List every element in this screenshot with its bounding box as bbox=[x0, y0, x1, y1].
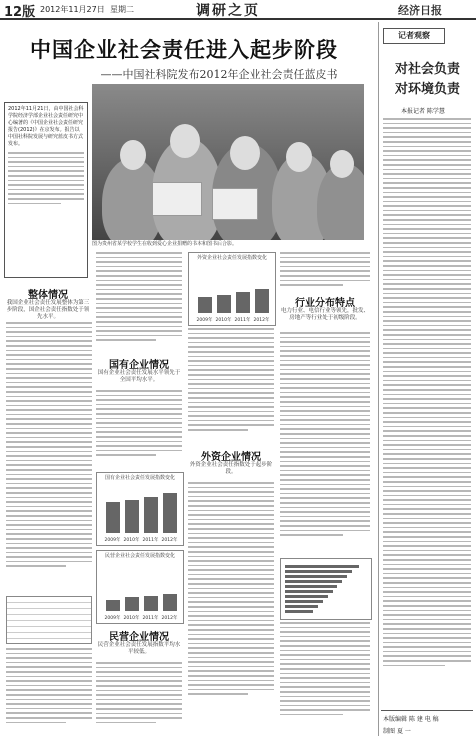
section-title-industry: 行业分布特点 bbox=[295, 298, 355, 309]
body-column-1 bbox=[6, 322, 92, 592]
chart-bar bbox=[144, 497, 158, 533]
newspaper-logo: 经济日报 bbox=[398, 4, 442, 17]
chart-private-index bbox=[96, 550, 184, 624]
chart-x-label: 2011年 bbox=[142, 538, 159, 543]
chart-x-label: 2012年 bbox=[253, 318, 270, 323]
schoolchildren-photo bbox=[92, 84, 364, 240]
chart-x-label: 2011年 bbox=[142, 616, 159, 621]
chart-bar bbox=[163, 493, 177, 533]
editor-label: 本版编辑 bbox=[383, 716, 408, 723]
section-lead-soe: 国有企业社会责任发展水平领先于全国平均水平。 bbox=[97, 370, 181, 383]
body-column-1b bbox=[6, 648, 92, 734]
section-title-overall: 整体情况 bbox=[28, 290, 68, 301]
chart-x-label: 2011年 bbox=[234, 318, 251, 323]
body-column-3b bbox=[188, 482, 274, 734]
intro-text: 2012年11月21日，由中国社会科学院经济学部企业社会责任研究中心编著的《中国企业社会责任研究报告(2012)》在京发布。报告以中国社科院发展与研究蓝皮书方式发布。 bbox=[8, 106, 84, 147]
chart-bar bbox=[236, 292, 250, 313]
chart-bar bbox=[125, 500, 139, 533]
chart-bar bbox=[125, 597, 139, 611]
chart-x-label: 2010年 bbox=[123, 616, 140, 621]
section-lead-industry: 电力行业、电信行业等领先，批发、房地产等行业处于初级阶段。 bbox=[280, 308, 369, 321]
chart-bar bbox=[106, 600, 120, 612]
section-lead-foreign: 外资企业社会责任指数处于起步阶段。 bbox=[189, 462, 273, 475]
column-byline: 本报记者 陈学慧 bbox=[401, 108, 445, 115]
chart-x-label: 2009年 bbox=[196, 318, 213, 323]
chart-bar bbox=[217, 295, 231, 313]
chart-x-label: 2012年 bbox=[161, 616, 178, 621]
body-column-3 bbox=[188, 328, 274, 444]
chart-soe-title: 国有企业社会责任发展指数变化 bbox=[104, 475, 175, 481]
section-lead-overall: 我国企业社会责任发展整体为第三步阶段，国企社会责任指数处于领先水平。 bbox=[6, 300, 90, 320]
reporter-observation-column bbox=[378, 22, 475, 736]
chart-bar bbox=[198, 297, 212, 313]
section-lead-private: 民营企业社会责任发展指数平均水平较低。 bbox=[97, 642, 181, 655]
body-column-4c bbox=[280, 622, 370, 734]
section-title-foreign: 外资企业情况 bbox=[201, 452, 261, 463]
section-title-private: 民营企业情况 bbox=[109, 632, 169, 643]
chart-bar bbox=[144, 596, 158, 611]
page-number: 12版 bbox=[4, 5, 36, 20]
body-column-4b bbox=[280, 332, 370, 554]
chart-soe-bars bbox=[103, 487, 179, 543]
editor-credit bbox=[383, 714, 439, 723]
body-column-2c bbox=[96, 662, 182, 734]
chart-private-bars bbox=[103, 565, 179, 621]
graphics-name: 夏 一 bbox=[396, 728, 411, 735]
page-header bbox=[0, 0, 476, 20]
article-subheadline: ——中国社科院发布2012年企业社会责任蓝皮书 bbox=[100, 68, 338, 81]
body-column-2 bbox=[96, 252, 182, 352]
summary-table bbox=[6, 596, 92, 644]
chart-x-label: 2012年 bbox=[161, 538, 178, 543]
chart-x-label: 2009年 bbox=[104, 538, 121, 543]
chart-private-title: 民营企业社会责任发展指数变化 bbox=[104, 553, 175, 559]
editor-name: 陈 建 电 稿 bbox=[408, 716, 439, 723]
section-title: 调研之页 bbox=[196, 3, 260, 19]
body-column-4 bbox=[280, 252, 370, 292]
body-column-2b bbox=[96, 390, 182, 470]
chart-bar bbox=[163, 594, 177, 611]
chart-bar bbox=[106, 502, 120, 533]
industry-bar-graphic bbox=[280, 558, 372, 620]
graphics-credit bbox=[383, 726, 411, 735]
graphics-label: 制图 bbox=[383, 728, 396, 735]
column-title-2: 对环境负责 bbox=[395, 82, 461, 97]
chart-bar bbox=[255, 289, 269, 313]
column-body bbox=[383, 118, 471, 706]
chart-x-label: 2010年 bbox=[215, 318, 232, 323]
chart-x-label: 2010年 bbox=[123, 538, 140, 543]
intro-box bbox=[4, 102, 88, 278]
chart-x-label: 2009年 bbox=[104, 616, 121, 621]
chart-soe-index bbox=[96, 472, 184, 546]
column-kicker: 记者观察 bbox=[383, 28, 445, 44]
column-title-1: 对社会负责 bbox=[395, 62, 461, 77]
main-article bbox=[4, 22, 374, 736]
section-title-soe: 国有企业情况 bbox=[109, 360, 169, 371]
issue-weekday: 星期二 bbox=[110, 5, 134, 14]
chart-foreign-bars bbox=[195, 267, 271, 323]
chart-foreign-title: 外资企业社会责任发展指数变化 bbox=[196, 255, 267, 261]
issue-date: 2012年11月27日 bbox=[40, 5, 105, 14]
chart-foreign-index bbox=[188, 252, 276, 326]
article-headline: 中国企业社会责任进入起步阶段 bbox=[30, 37, 338, 62]
photo-caption: 图为贵州省某学校学生在收到爱心企业捐赠的书本和图书后合影。 bbox=[92, 241, 238, 247]
